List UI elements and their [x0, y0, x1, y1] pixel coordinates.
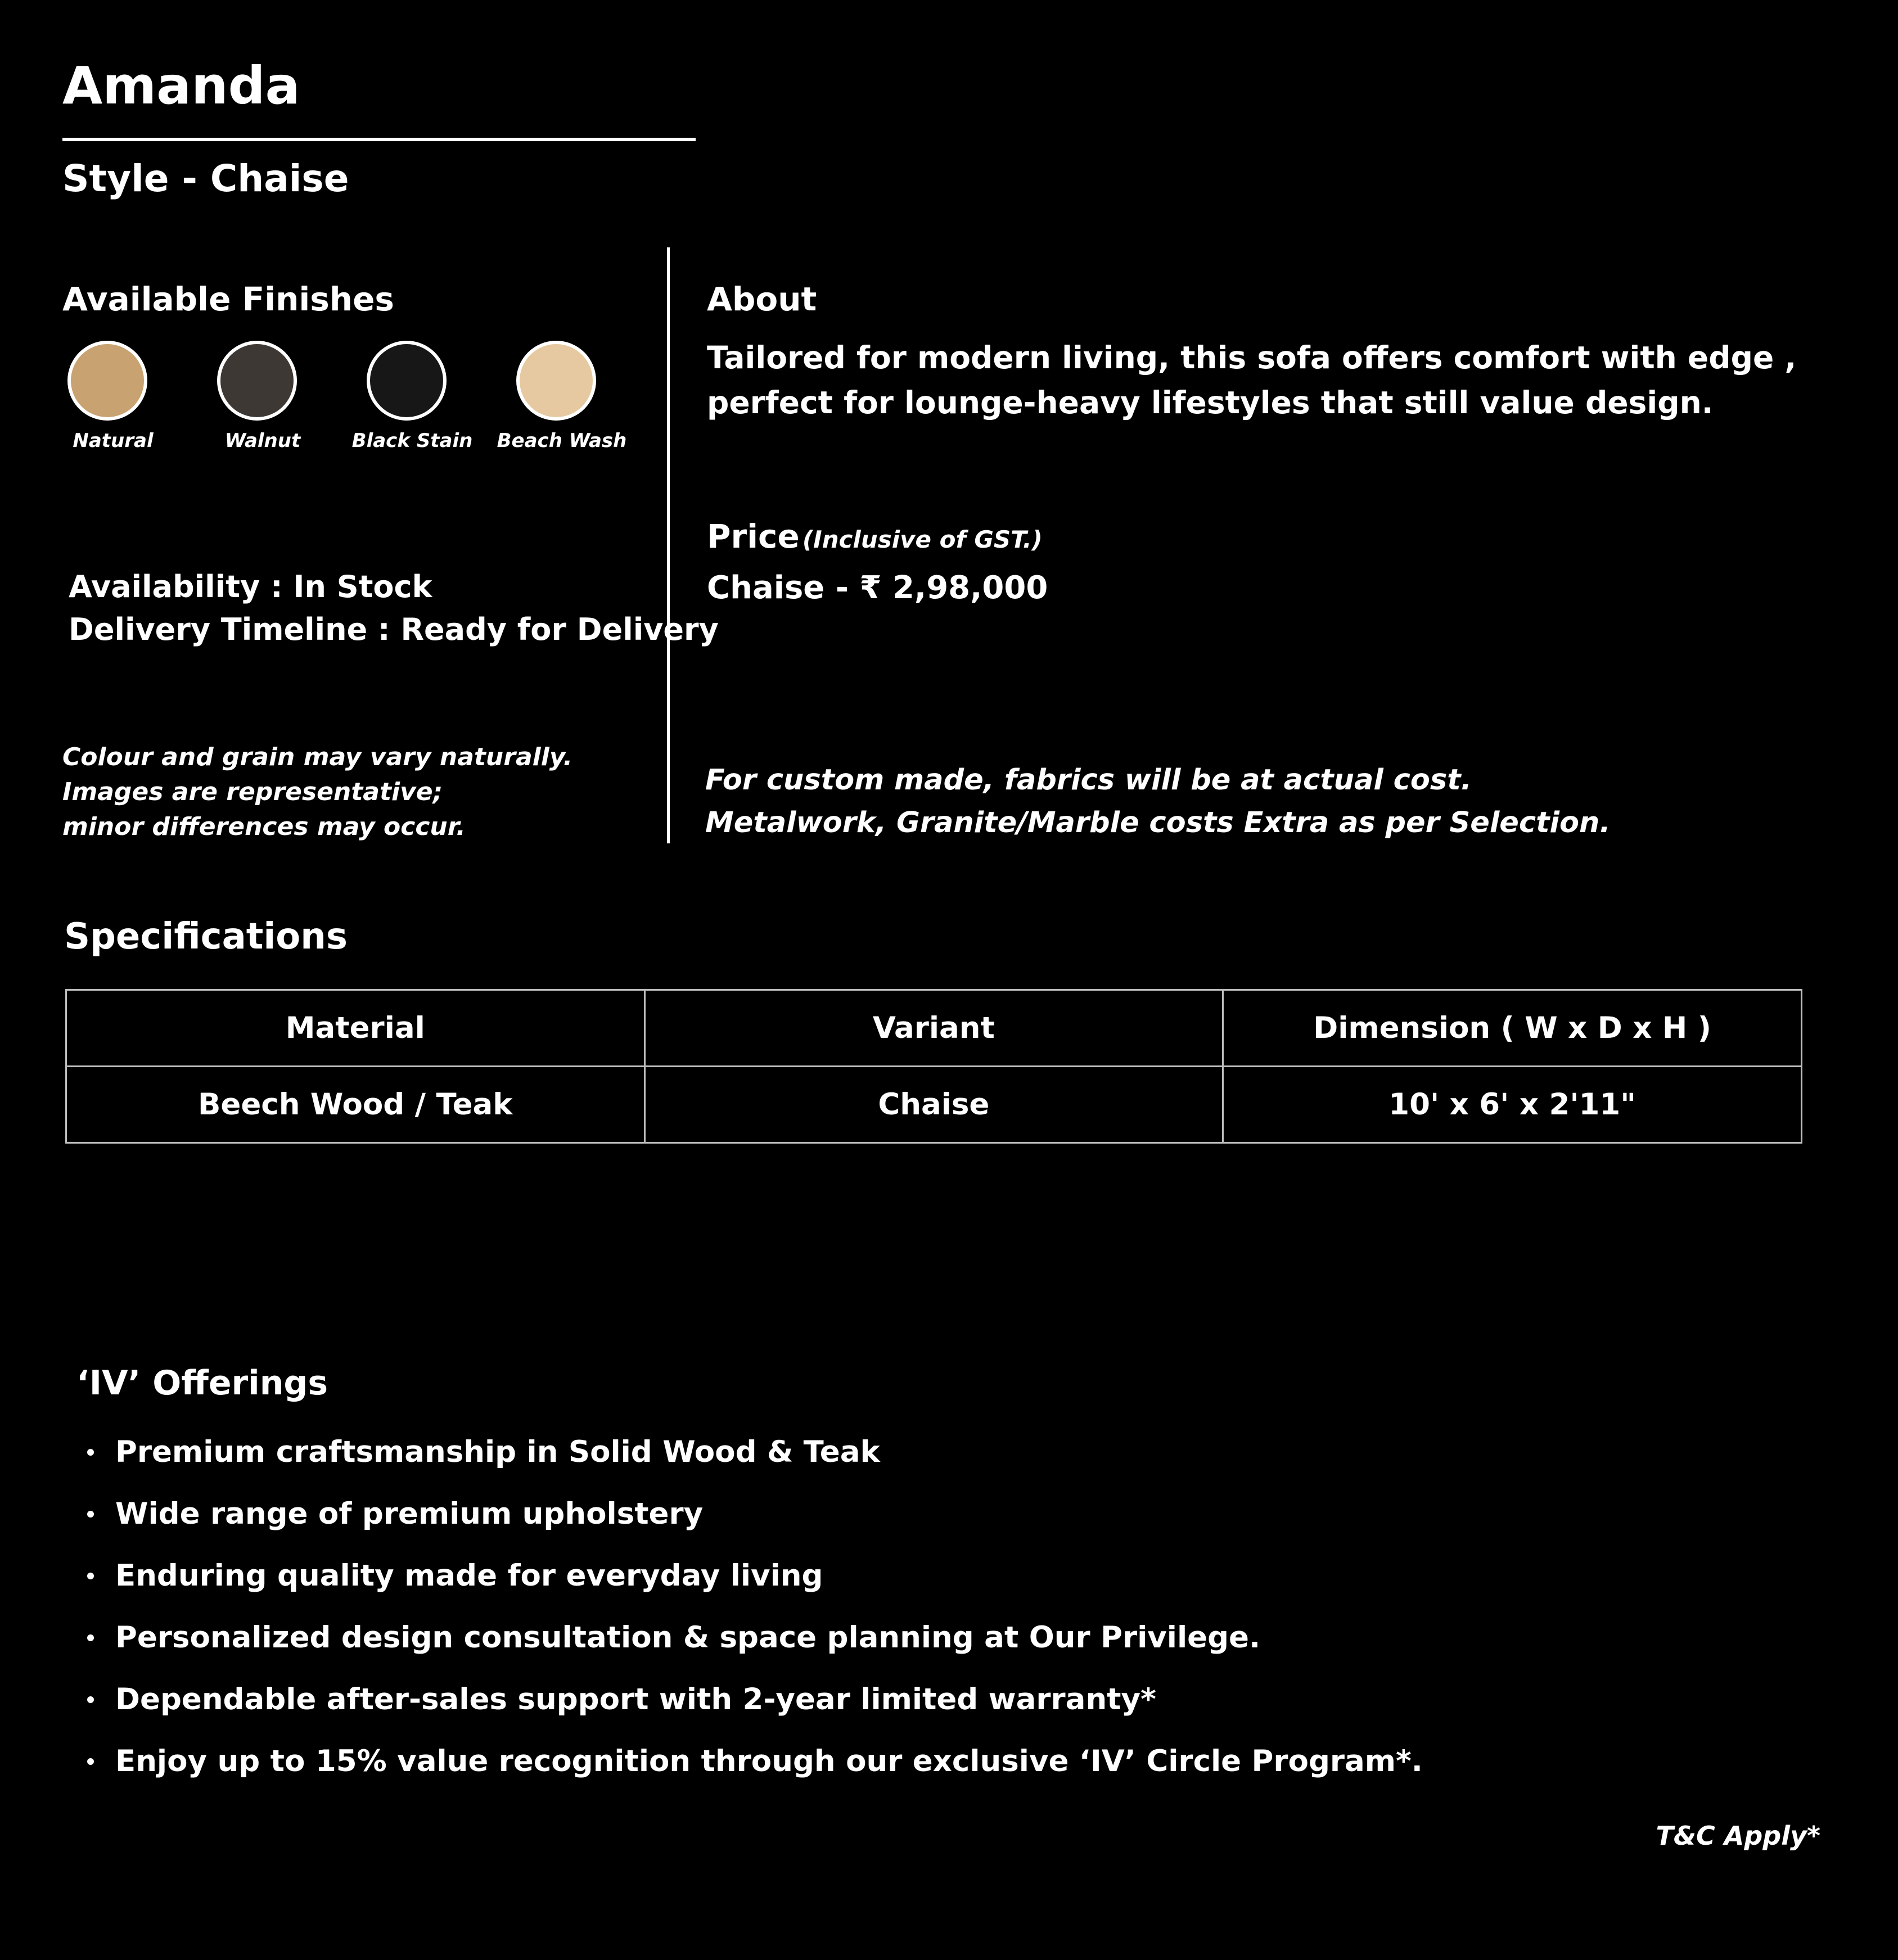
finish-label-natural: Natural [73, 430, 154, 452]
offering-text: Enduring quality made for everyday living [115, 1559, 823, 1593]
finish-swatch-black-stain[interactable] [367, 341, 447, 421]
column-divider [667, 247, 670, 843]
spec-header-variant: Variant [644, 990, 1223, 1067]
offering-item [79, 1487, 1423, 1549]
bullet-icon [87, 1634, 94, 1641]
disclaimer-line-2: Images are representative; [62, 778, 443, 806]
finishes-heading: Available Finishes [62, 280, 394, 318]
finish-label-black-stain: Black Stain [351, 430, 473, 452]
price-heading: Price [707, 517, 800, 556]
specifications-heading: Specifications [64, 916, 348, 958]
offerings-list [79, 1425, 1423, 1796]
bullet-icon [87, 1573, 94, 1579]
finish-swatch-walnut-circle [217, 341, 297, 421]
disclaimer-line-1: Colour and grain may vary naturally. [62, 743, 573, 771]
spec-data-row [66, 1067, 1802, 1143]
offering-text: Personalized design consultation & space planning at Our Privilege. [115, 1620, 1261, 1655]
finish-label-walnut: Walnut [224, 430, 301, 452]
offering-text: Dependable after-sales support with 2-year limited warranty* [115, 1682, 1156, 1717]
offering-item [79, 1611, 1423, 1673]
about-line-1: Tailored for modern living, this sofa offers comfort with edge , [707, 340, 1797, 376]
bullet-icon [87, 1511, 94, 1518]
bullet-icon [87, 1449, 94, 1456]
availability-status: Availability : In Stock [69, 569, 432, 604]
offerings-heading: ‘IV’ Offerings [76, 1363, 328, 1403]
offering-item [79, 1425, 1423, 1487]
about-line-2: perfect for lounge-heavy lifestyles that still value design. [707, 385, 1714, 421]
bullet-icon [87, 1696, 94, 1703]
finish-swatch-black-stain-circle [367, 341, 447, 421]
title-underline [62, 138, 696, 141]
spec-cell-dimension: 10' x 6' x 2'11" [1223, 1067, 1802, 1143]
spec-header-material: Material [66, 990, 645, 1067]
spec-header-row [66, 990, 1802, 1067]
bullet-icon [87, 1758, 94, 1765]
offering-item [79, 1549, 1423, 1611]
price-value: Chaise - ₹ 2,98,000 [707, 570, 1048, 606]
specifications-table [65, 989, 1802, 1144]
disclaimer-line-3: minor differences may occur. [62, 812, 466, 841]
custom-note-line-2: Metalwork, Granite/Marble costs Extra as per Selection. [705, 806, 1611, 839]
offering-text: Premium craftsmanship in Solid Wood & Teak [115, 1435, 880, 1469]
offering-text: Wide range of premium upholstery [115, 1497, 704, 1531]
spec-cell-material: Beech Wood / Teak [66, 1067, 645, 1143]
price-gst-note: (Inclusive of GST.) [802, 526, 1043, 553]
offering-item [79, 1735, 1423, 1796]
offering-text: Enjoy up to 15% value recognition through our exclusive ‘IV’ Circle Program*. [115, 1744, 1423, 1778]
product-title: Amanda [62, 56, 300, 116]
about-heading: About [707, 280, 817, 318]
style-label: Style - Chaise [62, 157, 349, 200]
price-heading-row [707, 513, 1043, 569]
terms-and-conditions-note: T&C Apply* [1656, 1821, 1820, 1851]
spec-cell-variant: Chaise [644, 1067, 1223, 1143]
delivery-timeline: Delivery Timeline : Ready for Delivery [69, 612, 719, 647]
finish-swatch-beach-wash[interactable] [516, 341, 596, 421]
custom-note-line-1: For custom made, fabrics will be at actual cost. [705, 764, 1472, 797]
finish-swatch-natural-circle [67, 341, 147, 421]
finish-swatch-natural[interactable] [67, 341, 147, 421]
finish-swatch-beach-wash-circle [516, 341, 596, 421]
finish-swatch-walnut[interactable] [217, 341, 297, 421]
offering-item [79, 1673, 1423, 1735]
finish-label-beach-wash: Beach Wash [497, 430, 627, 452]
spec-header-dimension: Dimension ( W x D x H ) [1223, 990, 1802, 1067]
